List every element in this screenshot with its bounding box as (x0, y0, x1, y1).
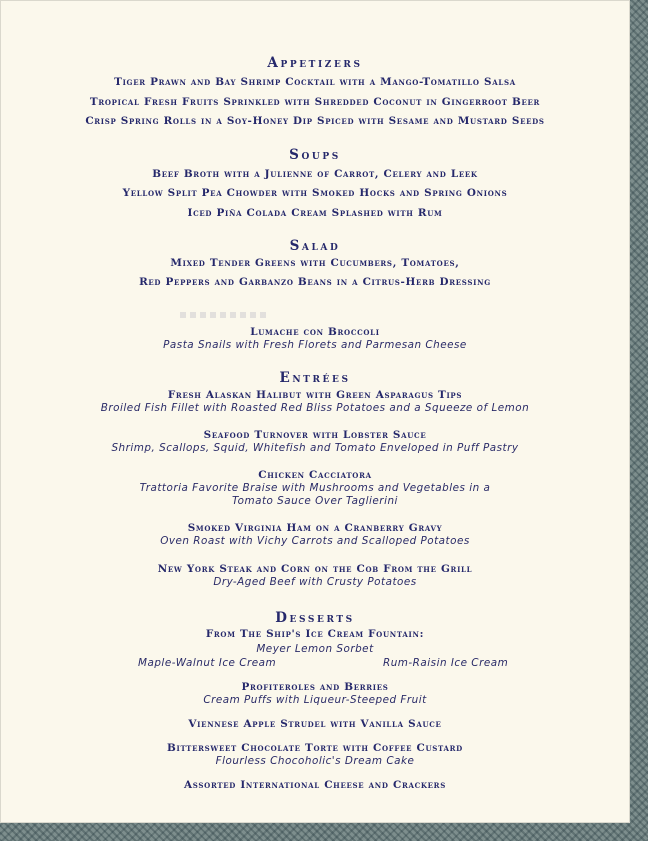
entree-name: Smoked Virginia Ham on a Cranberry Gravy (187, 522, 443, 534)
entree-name: New York Steak and Corn on the Cob From the Grill (157, 563, 473, 575)
entree-description: Trattoria Favorite Braise with Mushrooms and Vegetables in a (139, 482, 491, 494)
entree-name: Fresh Alaskan Halibut with Green Asparagus Tips (167, 389, 463, 401)
appetizer-item: Crisp Spring Rolls in a Soy-Honey Dip Spiced with Sesame and Mustard Seeds (85, 115, 545, 127)
dessert-name: Viennese Apple Strudel with Vanilla Sauce (188, 718, 442, 730)
dessert-description: Cream Puffs with Liqueur-Steeped Fruit (203, 694, 427, 706)
pasta-description: Pasta Snails with Fresh Florets and Parmesan Cheese (163, 339, 467, 351)
salad-line: Mixed Tender Greens with Cucumbers, Tomatoes, (170, 257, 460, 269)
dessert-item: Rum-Raisin Ice Cream (383, 657, 509, 669)
dessert-item: Maple-Walnut Ice Cream (138, 657, 277, 669)
entree-name: Chicken Cacciatora (258, 469, 372, 481)
entree-description: Shrimp, Scallops, Squid, Whitefish and Tomato Enveloped in Puff Pastry (111, 442, 519, 454)
desserts-heading: Desserts (275, 610, 355, 626)
appetizers-heading: Appetizers (267, 55, 363, 71)
ice-cream-fountain-heading: From The Ship's Ice Cream Fountain: (205, 628, 425, 640)
salad-line: Red Peppers and Garbanzo Beans in a Citrus-Herb Dressing (139, 276, 491, 288)
dessert-name: Bittersweet Chocolate Torte with Coffee Custard (167, 742, 463, 754)
salad-heading: Salad (289, 238, 341, 254)
soup-item: Beef Broth with a Julienne of Carrot, Celery and Leek (152, 168, 478, 180)
soup-item: Iced Piña Colada Cream Splashed with Rum (187, 207, 443, 219)
dessert-description: Flourless Chocoholic's Dream Cake (215, 755, 415, 767)
soups-heading: Soups (289, 147, 341, 163)
entree-description: Broiled Fish Fillet with Roasted Red Bliss Potatoes and a Squeeze of Lemon (100, 402, 530, 414)
appetizer-item: Tiger Prawn and Bay Shrimp Cocktail with a Mango-Tomatillo Salsa (114, 76, 516, 88)
entrees-heading: Entrées (279, 370, 351, 386)
entree-name: Seafood Turnover with Lobster Sauce (203, 429, 427, 441)
entree-description: Tomato Sauce Over Taglierini (232, 495, 398, 507)
dessert-item: Meyer Lemon Sorbet (256, 643, 374, 655)
appetizer-item: Tropical Fresh Fruits Sprinkled with Shredded Coconut in Gingerroot Beer (89, 96, 541, 108)
entree-description: Oven Roast with Vichy Carrots and Scalloped Potatoes (160, 535, 470, 547)
faded-heading-mark (180, 312, 266, 318)
soup-item: Yellow Split Pea Chowder with Smoked Hocks and Spring Onions (122, 187, 508, 199)
entree-description: Dry-Aged Beef with Crusty Potatoes (213, 576, 417, 588)
pasta-name: Lumache con Broccoli (250, 326, 380, 338)
dessert-name: Assorted International Cheese and Crackers (184, 779, 446, 791)
dessert-name: Profiteroles and Berries (241, 681, 389, 693)
